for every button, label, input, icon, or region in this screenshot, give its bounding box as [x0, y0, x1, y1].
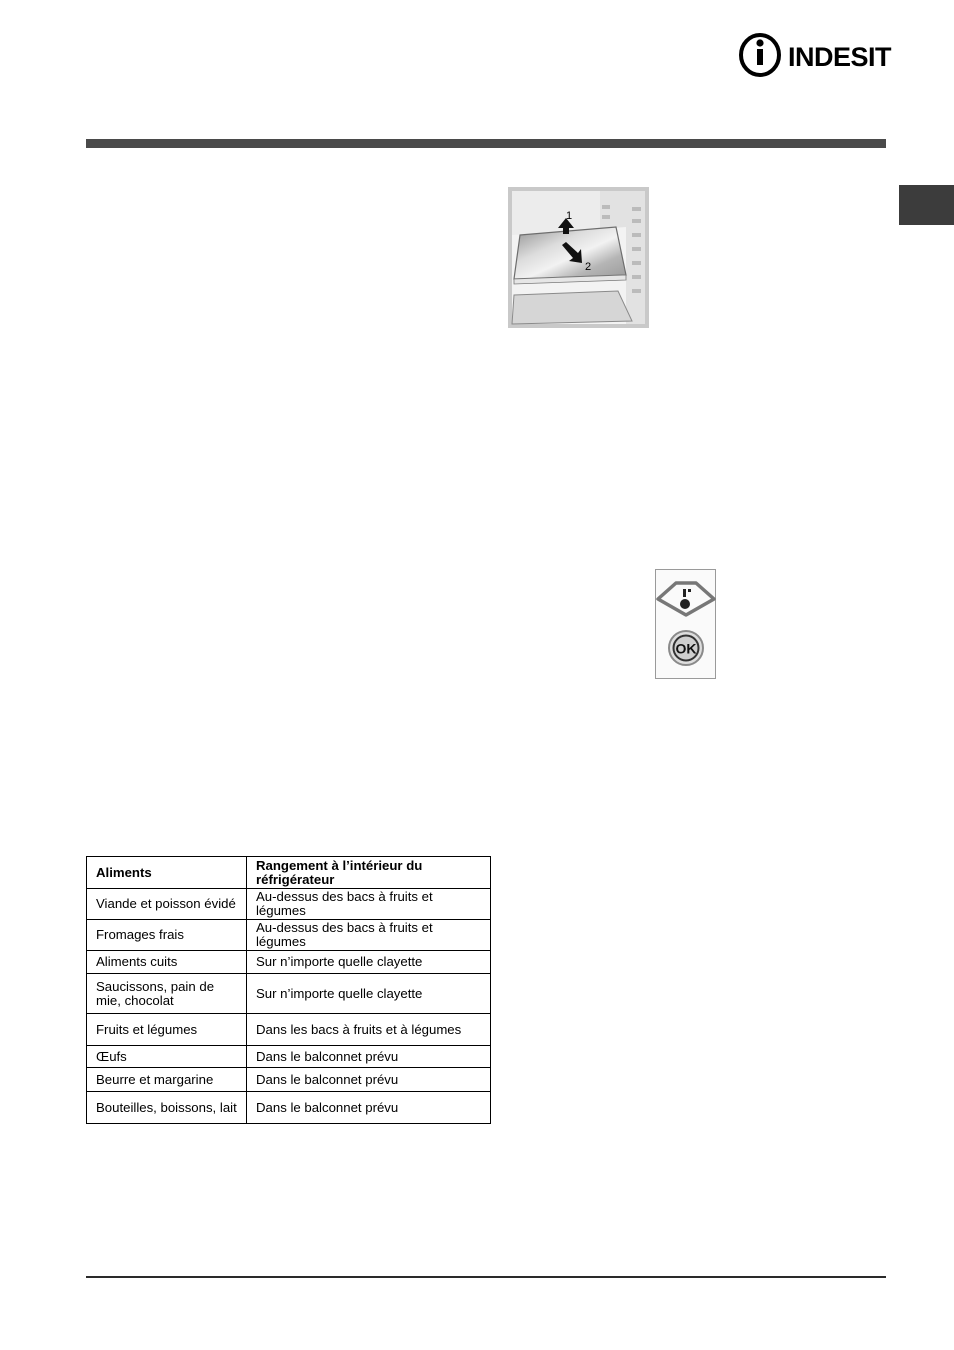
ok-label: OK: [675, 640, 697, 657]
food-cell: Saucissons, pain de mie, chocolat: [87, 974, 247, 1014]
step-2-label: 2: [585, 261, 592, 273]
shelf-removal-illustration: [508, 187, 649, 328]
header-rangement: Rangement à l’intérieur du réfrigérateur: [247, 857, 491, 889]
storage-cell: Dans les bacs à fruits et à légumes: [247, 1014, 491, 1046]
table-row: [87, 1068, 491, 1092]
storage-cell: Sur n’importe quelle clayette: [247, 974, 491, 1014]
food-cell: Aliments cuits: [87, 951, 247, 974]
food-cell: Fromages frais: [87, 920, 247, 951]
food-cell: Beurre et margarine: [87, 1068, 247, 1092]
table-header-row: [87, 857, 491, 889]
footer-rule: [86, 1276, 886, 1278]
storage-cell: Au-dessus des bacs à fruits et légumes: [247, 920, 491, 951]
storage-cell: Dans le balconnet prévu: [247, 1068, 491, 1092]
storage-cell: Au-dessus des bacs à fruits et légumes: [247, 889, 491, 920]
food-cell: Fruits et légumes: [87, 1014, 247, 1046]
table-row: [87, 889, 491, 920]
storage-cell: Dans le balconnet prévu: [247, 1046, 491, 1068]
brand-wordmark: INDESIT: [788, 42, 892, 72]
table-row: [87, 951, 491, 974]
language-tab: [899, 185, 954, 225]
indesit-logo: [738, 32, 903, 78]
header-aliments: Aliments: [87, 857, 247, 889]
step-1-label: 1: [566, 210, 573, 222]
ok-button-icon: [669, 631, 703, 665]
table-row: [87, 1092, 491, 1124]
table-row: [87, 1046, 491, 1068]
food-storage-table: [86, 856, 491, 1124]
food-cell: Œufs: [87, 1046, 247, 1068]
storage-cell: Sur n’importe quelle clayette: [247, 951, 491, 974]
food-cell: Bouteilles, boissons, lait: [87, 1092, 247, 1124]
control-panel-illustration: [655, 569, 716, 679]
storage-cell: Dans le balconnet prévu: [247, 1092, 491, 1124]
table-row: [87, 974, 491, 1014]
food-cell: Viande et poisson évidé: [87, 889, 247, 920]
table-row: [87, 920, 491, 951]
header-bar: [86, 139, 886, 148]
table-row: [87, 1014, 491, 1046]
